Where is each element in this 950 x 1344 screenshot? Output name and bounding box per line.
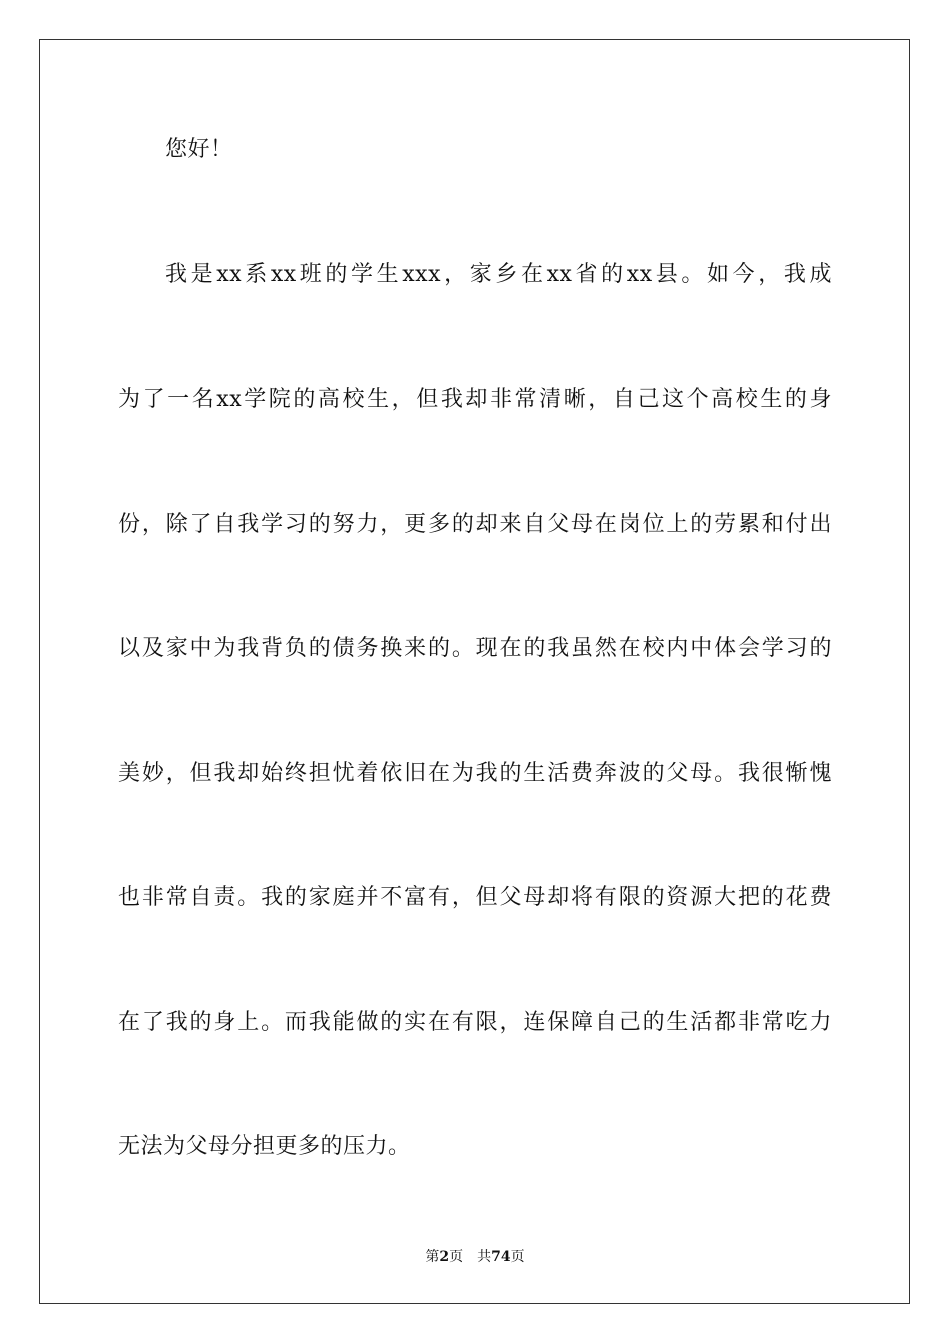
total-suffix: 页 <box>510 1249 525 1265</box>
paragraph-line-5: 美妙，但我却始终担忧着依旧在为我的生活费奔波的父母。我很惭愧 <box>118 761 832 786</box>
paragraph-line-6: 也非常自责。我的家庭并不富有，但父母却将有限的资源大把的花费 <box>118 885 832 910</box>
paragraph-line-8: 无法为父母分担更多的压力。 <box>118 1134 411 1159</box>
page-prefix: 第 <box>425 1249 440 1265</box>
greeting: 您好！ <box>165 137 233 162</box>
total-prefix: 共 <box>477 1249 492 1265</box>
paragraph-line-2: 为了一名xx学院的高校生，但我却非常清晰，自己这个高校生的身 <box>118 387 832 412</box>
paragraph-line-1: 我是xx系xx班的学生xxx，家乡在xx省的xx县。如今，我成 <box>165 262 832 287</box>
page-footer <box>0 1248 950 1266</box>
page-border <box>39 39 910 1304</box>
page-total: 74 <box>491 1249 511 1265</box>
page-current: 2 <box>439 1249 450 1265</box>
page-suffix: 页 <box>449 1249 464 1265</box>
paragraph-line-7: 在了我的身上。而我能做的实在有限，连保障自己的生活都非常吃力 <box>118 1010 832 1035</box>
paragraph-line-4: 以及家中为我背负的债务换来的。现在的我虽然在校内中体会学习的 <box>118 636 832 661</box>
paragraph-line-3: 份，除了自我学习的努力，更多的却来自父母在岗位上的劳累和付出 <box>118 512 832 537</box>
